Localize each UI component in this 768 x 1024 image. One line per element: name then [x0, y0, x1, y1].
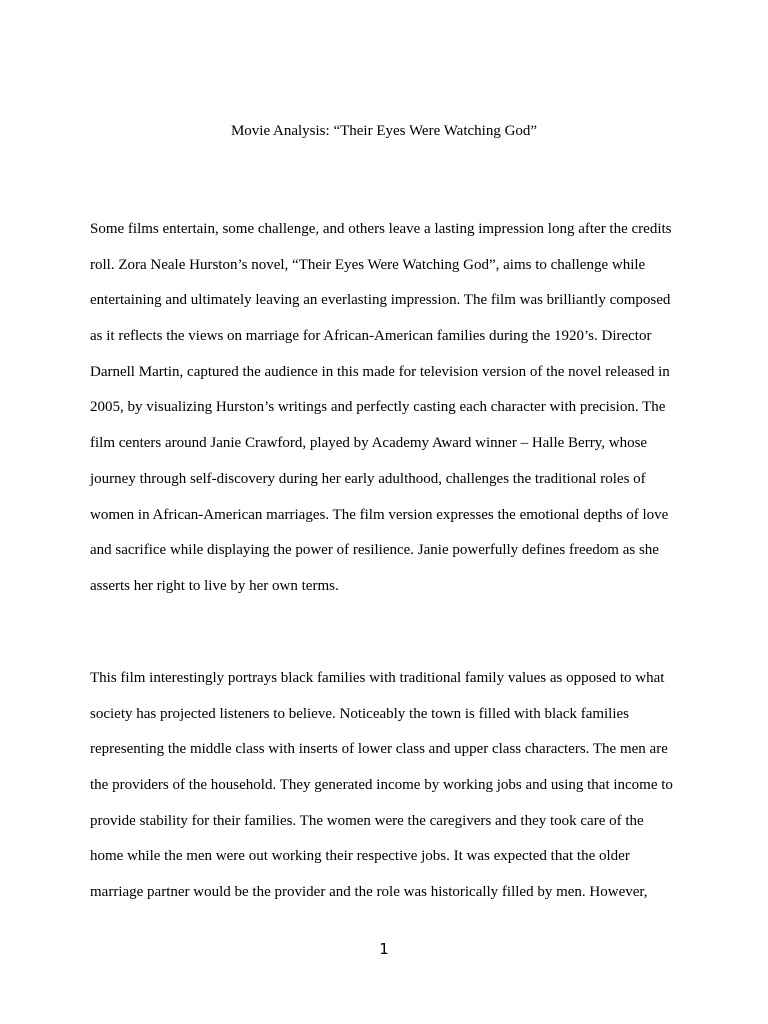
page-number: 1: [379, 940, 389, 958]
text-line: society has projected listeners to believe. Noticeably the town is filled with black families: [90, 705, 630, 722]
text-line: as it reflects the views on marriage for African-American families during the 1920’s. Director: [90, 328, 652, 345]
text-line: provide stability for their families. The women were the caregivers and they took care of the: [90, 812, 644, 829]
text-line: entertaining and ultimately leaving an everlasting impression. The film was brilliantly composed: [90, 292, 671, 309]
text-line: the providers of the household. They generated income by working jobs and using that income to: [90, 777, 673, 794]
paragraph-2: [90, 661, 690, 911]
text-line: Some films entertain, some challenge, and others leave a lasting impression long after the credits: [90, 221, 672, 237]
text-line: representing the middle class with inserts of lower class and upper class characters. The men are: [90, 741, 668, 758]
text-line: Darnell Martin, captured the audience in this made for television version of the novel released in: [90, 363, 670, 380]
text-line: journey through self-discovery during her early adulthood, challenges the traditional roles of: [90, 470, 646, 487]
text-line: and sacrifice while displaying the power of resilience. Janie powerfully defines freedom as she: [90, 542, 659, 559]
text-line: 2005, by visualizing Hurston’s writings and perfectly casting each character with precision. The: [90, 399, 666, 416]
text-line: women in African-American marriages. The film version expresses the emotional depths of love: [90, 506, 669, 523]
text-line: marriage partner would be the provider and the role was historically filled by men. However,: [90, 884, 648, 901]
text-line: asserts her right to live by her own terms.: [90, 577, 339, 594]
document-title: Movie Analysis: “Their Eyes Were Watching God”: [230, 123, 538, 139]
paragraph-1: [90, 212, 690, 605]
text-line: This film interestingly portrays black families with traditional family values as opposed to what: [90, 670, 665, 686]
text-line: roll. Zora Neale Hurston’s novel, “Their Eyes Were Watching God”, aims to challenge while: [90, 256, 646, 273]
text-line: home while the men were out working their respective jobs. It was expected that the older: [90, 848, 630, 865]
text-line: film centers around Janie Crawford, played by Academy Award winner – Halle Berry, whose: [90, 435, 648, 452]
